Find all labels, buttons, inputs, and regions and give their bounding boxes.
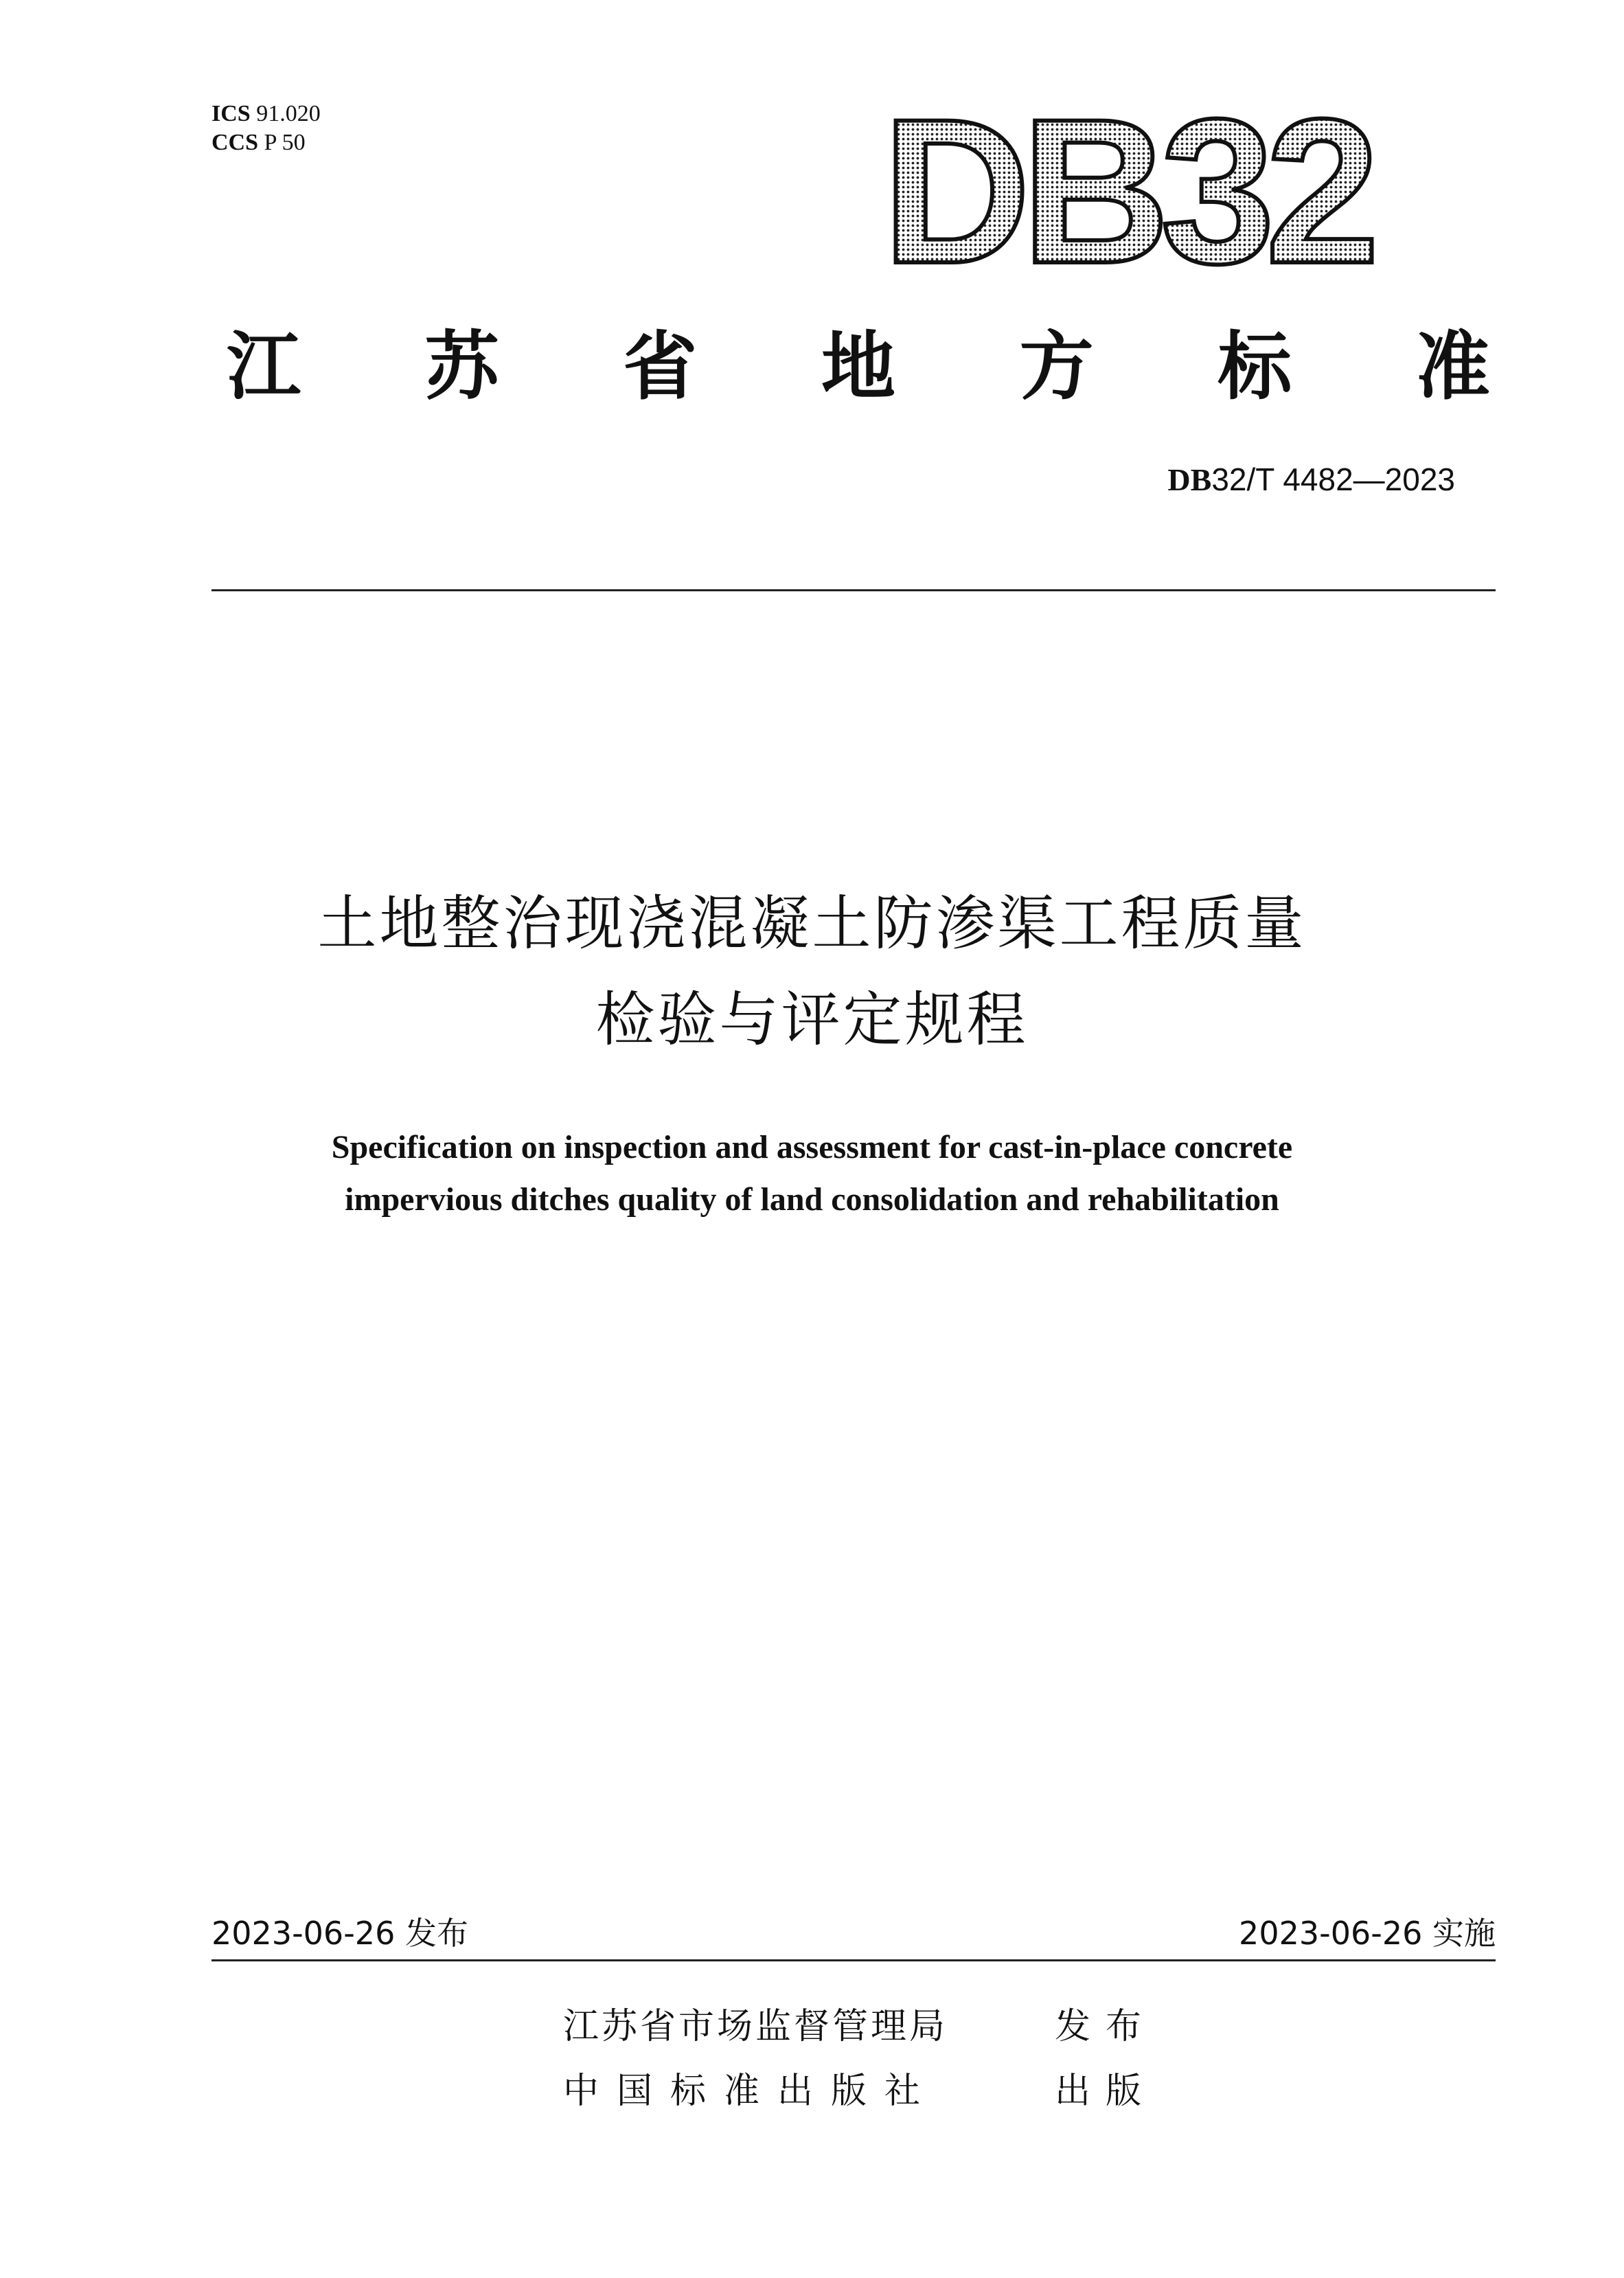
ics-value: 91.020 <box>256 101 321 126</box>
db32-logo <box>872 103 1380 282</box>
title-en-line1: Specification on inspection and assessment for cast-in-place concrete <box>331 1129 1293 1165</box>
standard-type-char: 方 <box>1019 324 1094 410</box>
publisher-name: 中国标准出版社 <box>563 2071 939 2112</box>
ics-label: ICS <box>211 101 251 126</box>
logo-text: DB32 <box>882 103 1371 282</box>
standard-type-char: 地 <box>821 324 895 410</box>
header-divider <box>211 589 1496 591</box>
ccs-code <box>211 128 321 157</box>
standard-type-heading <box>227 323 1490 412</box>
title-en-line2: impervious ditches quality of land consolidation and rehabilitation <box>345 1181 1279 1218</box>
publisher-action: 出版 <box>1055 2071 1157 2112</box>
issuer-action: 发布 <box>1055 2006 1157 2047</box>
ccs-value: P 50 <box>264 130 306 155</box>
implementation-date: 2023-06-26 实施 <box>1239 1915 1496 1952</box>
title-cn-line1: 土地整治现浇混凝土防渗渠工程质量 <box>317 889 1307 958</box>
ccs-label: CCS <box>211 130 259 155</box>
standard-number-rest: 32/T 4482—2023 <box>1211 462 1455 497</box>
ics-code <box>211 100 321 128</box>
issuer-name: 江苏省市场监督管理局 <box>563 2006 948 2047</box>
footer-divider <box>211 1959 1496 1961</box>
standard-type-char: 省 <box>623 324 698 410</box>
standard-number-prefix: DB <box>1167 462 1212 497</box>
title-cn-line2: 检验与评定规程 <box>595 986 1029 1054</box>
issue-date: 2023-06-26 发布 <box>211 1915 468 1952</box>
standard-type-char: 准 <box>1415 324 1490 410</box>
standard-type-char: 苏 <box>424 324 499 410</box>
classification-codes <box>211 100 321 157</box>
standard-type-char: 江 <box>227 324 301 410</box>
standard-number <box>1167 460 1455 499</box>
standard-type-char: 标 <box>1217 324 1292 410</box>
